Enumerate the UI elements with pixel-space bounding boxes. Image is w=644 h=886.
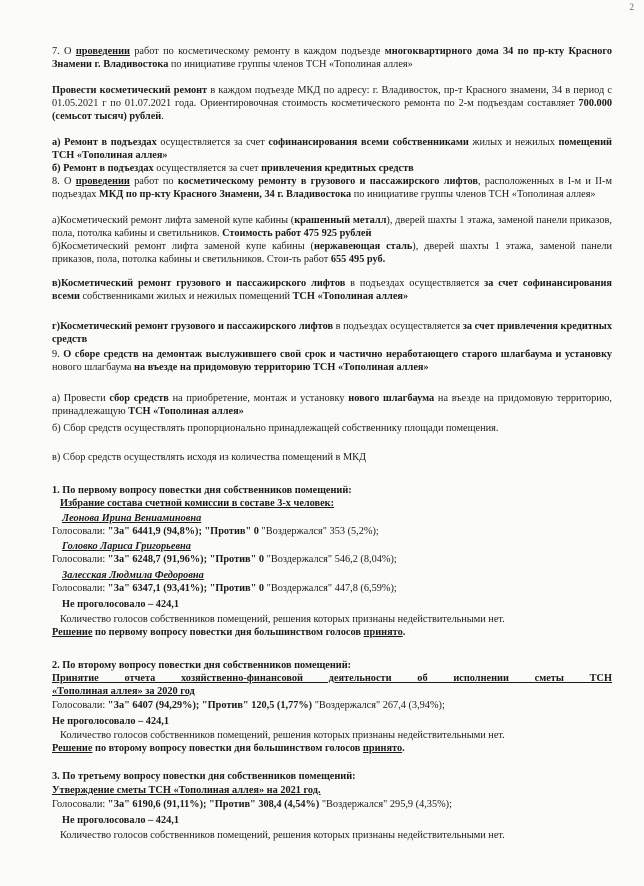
item8-option-v: в)Косметический ремонт грузового и пассажирского лифтов в подъездах осуществляется за счет софинансирования всеми собственниками жилых и нежилых помещений ТСН «Тополиная аллея» xyxy=(52,278,612,302)
q3-not-voted: Не проголосовало – 424,1 xyxy=(62,815,179,826)
item7-heading: 7. О проведении работ по косметическому ремонту в каждом подъезде многоквартирного дома 34 по пр-кту Красного Знамени г. Владивостока по инициативе группы членов ТСН «Тополиная аллея» xyxy=(52,46,613,70)
item7-option-b: б) Ремонт в подъездах осуществляется за счет привлечения кредитных средств xyxy=(52,163,414,174)
item8-option-b: б)Косметический ремонт лифта заменой купе кабины (нержавеющая сталь), дверей шахты 1 этажа, заменой панели приказов, пола, потолка кабины и светильников. Стои-ть работ 655 495 руб. xyxy=(52,241,612,265)
q1-decision: Решение по первому вопросу повестки дня большинством голосов принято. xyxy=(52,627,406,638)
q2-not-voted: Не проголосовало – 424,1 xyxy=(52,716,169,727)
q1-candidate-votes: Голосовали: "За" 6441,9 (94,8%); "Против" 0 "Воздержался" 353 (5,2%); xyxy=(52,526,379,537)
item9-option-b: б) Сбор средств осуществлять пропорционально принадлежащей собственнику площади помещения. xyxy=(52,423,499,434)
q3-subtitle: Утверждение сметы ТСН «Тополиная аллея» на 2021 год. xyxy=(52,785,321,796)
q3-invalid-votes: Количество голосов собственников помещений, решения которых признаны недействительными нет. xyxy=(60,830,505,841)
q1-candidate-name: Залесская Людмила Федоровна xyxy=(62,570,204,581)
item7-paragraph: Провести косметический ремонт в каждом подъезде МКД по адресу: г. Владивосток, пр-т Красного знамени, 34 в период с 01.05.2021 г по 01.07.2021 года. Ориентировочная стоимость косметического ремонта по 2-м подъездам составляет 700.000 (семьсот тысяч) рублей. xyxy=(52,85,612,122)
item7-option-a: а) Ремонт в подъездах осуществляется за счет софинансирования всеми собственниками жилых и нежилых помещений ТСН «Тополиная аллея» xyxy=(52,137,612,161)
q1-candidate-votes: Голосовали: "За" 6248,7 (91,96%); "Против" 0 "Воздержался" 546,2 (8,04%); xyxy=(52,554,397,565)
q1-title: 1. По первому вопросу повестки дня собственников помещений: xyxy=(52,485,352,496)
q3-votes: Голосовали: "За" 6190,6 (91,11%); "Против" 308,4 (4,54%) "Воздержался" 295,9 (4,35%); xyxy=(52,799,452,810)
q2-title: 2. По второму вопросу повестки дня собственников помещений: xyxy=(52,660,352,671)
item8-option-g: г)Косметический ремонт грузового и пассажирского лифтов в подъездах осуществляется за счет привлечения кредитных средств xyxy=(52,321,612,345)
item9-option-a: а) Провести сбор средств на приобретение, монтаж и установку нового шлагбаума на въезде на придомовую территорию, принадлежащую ТСН «Тополиная аллея» xyxy=(52,393,613,417)
item9-option-v: в) Сбор средств осуществлять исходя из количества помещений в МКД xyxy=(52,452,367,463)
q2-invalid-votes: Количество голосов собственников помещений, решения которых признаны недействительными нет. xyxy=(60,730,505,741)
item8-heading: 8. О проведении работ по косметическому ремонту в грузового и пассажирского лифтов, расположенных в I-м и II-м подъездах МКД по пр-кту Красного Знамени, 34 г. Владивостока по инициативе группы членов ТСН «Тополиная аллея» xyxy=(52,176,612,200)
q2-subtitle-cont: «Тополиная аллея» за 2020 год xyxy=(52,686,195,697)
q1-subtitle: Избрание состава счетной комиссии в составе 3-х человек: xyxy=(60,498,335,509)
page-number: 2 xyxy=(629,2,634,12)
q1-not-voted: Не проголосовало – 424,1 xyxy=(62,599,179,610)
q2-subtitle: Принятие отчета хозяйственно-финансовой деятельности об исполнении сметы ТСН xyxy=(52,673,612,684)
q1-invalid-votes: Количество голосов собственников помещений, решения которых признаны недействительными нет. xyxy=(60,614,505,625)
q1-candidate-name: Головко Лариса Григорьевна xyxy=(62,541,191,552)
item8-option-a: а)Косметический ремонт лифта заменой купе кабины (крашенный металл), дверей шахты 1 этажа, заменой панели приказов, пола, потолка кабины и светильников. Стоимость работ 475 925 рублей xyxy=(52,215,612,239)
q2-decision: Решение по второму вопросу повестки дня большинством голосов принято. xyxy=(52,743,405,754)
q1-candidate-votes: Голосовали: "За" 6347,1 (93,41%); "Против" 0 "Воздержался" 447,8 (6,59%); xyxy=(52,583,397,594)
item9-heading: 9. О сборе средств на демонтаж выслужившего свой срок и частично неработающего старого шлагбаума и установку нового шлагбаума на въезде на придомовую территорию ТСН «Тополиная аллея» xyxy=(52,349,613,373)
q2-votes: Голосовали: "За" 6407 (94,29%); "Против" 120,5 (1,77%) "Воздержался" 267,4 (3,94%); xyxy=(52,700,445,711)
q1-candidate-name: Леонова Ирина Вениаминовна xyxy=(62,513,202,524)
q3-title: 3. По третьему вопросу повестки дня собственников помещений: xyxy=(52,771,356,782)
